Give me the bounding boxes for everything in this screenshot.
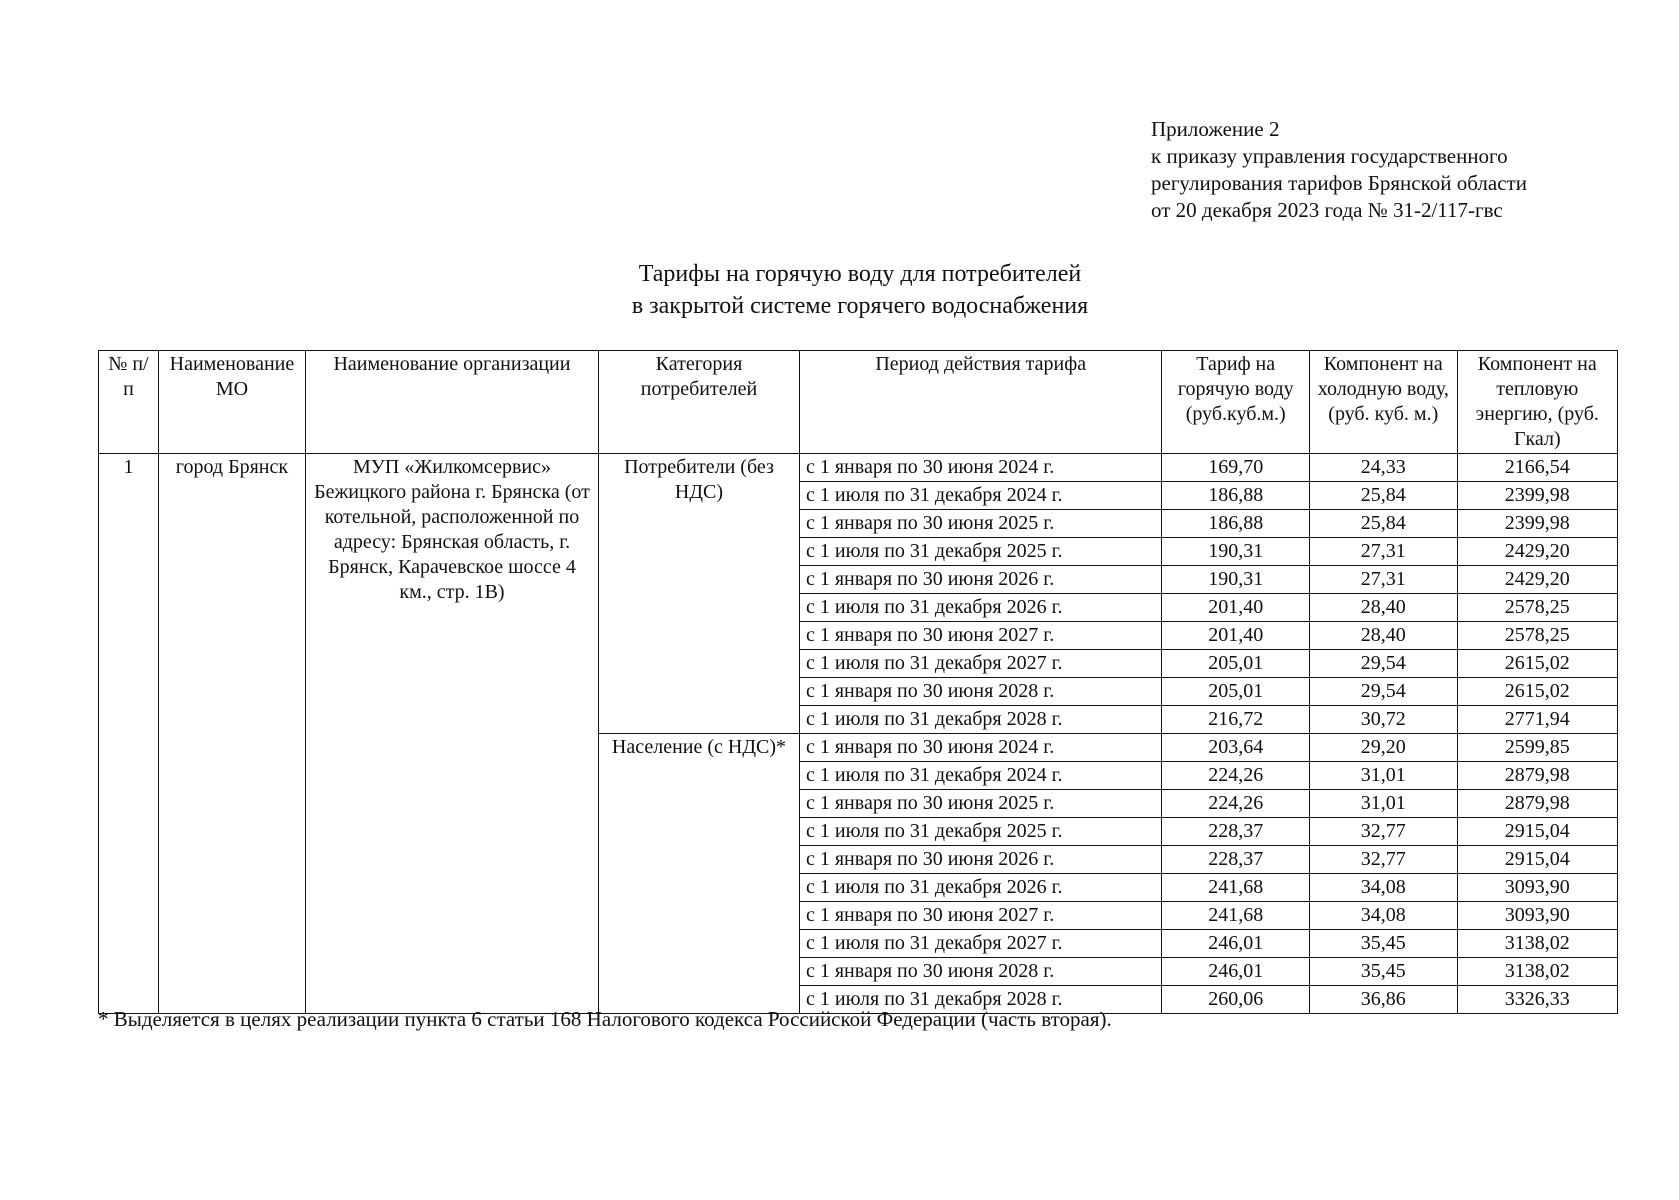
cell-category: Потребители (без НДС) — [598, 454, 799, 734]
cell-period: с 1 января по 30 июня 2028 г. — [799, 958, 1161, 986]
cell-tariff: 201,40 — [1162, 594, 1310, 622]
cell-tariff: 201,40 — [1162, 622, 1310, 650]
cell-cold: 29,54 — [1310, 678, 1458, 706]
cell-heat: 2578,25 — [1457, 594, 1617, 622]
cell-period: с 1 июля по 31 декабря 2027 г. — [799, 650, 1161, 678]
cell-heat: 2879,98 — [1457, 762, 1617, 790]
cell-period: с 1 января по 30 июня 2027 г. — [799, 622, 1161, 650]
cell-mo: город Брянск — [158, 454, 305, 1014]
title-line: в закрытой системе горячего водоснабжения — [631, 293, 1089, 319]
cell-heat: 3093,90 — [1457, 902, 1617, 930]
cell-tariff: 241,68 — [1162, 874, 1310, 902]
cell-heat: 2399,98 — [1457, 510, 1617, 538]
column-header-num: № п/п — [99, 351, 159, 454]
cell-cold: 25,84 — [1310, 482, 1458, 510]
cell-tariff: 205,01 — [1162, 650, 1310, 678]
cell-cold: 28,40 — [1310, 594, 1458, 622]
cell-period: с 1 января по 30 июня 2026 г. — [799, 566, 1161, 594]
cell-tariff: 246,01 — [1162, 930, 1310, 958]
cell-cold: 25,84 — [1310, 510, 1458, 538]
cell-cold: 27,31 — [1310, 538, 1458, 566]
cell-tariff: 228,37 — [1162, 818, 1310, 846]
cell-tariff: 190,31 — [1162, 538, 1310, 566]
cell-heat: 3138,02 — [1457, 930, 1617, 958]
cell-period: с 1 января по 30 июня 2025 г. — [799, 790, 1161, 818]
cell-category: Население (с НДС)* — [598, 734, 799, 1014]
cell-cold: 31,01 — [1310, 790, 1458, 818]
cell-cold: 29,20 — [1310, 734, 1458, 762]
table-row — [99, 454, 1618, 482]
cell-tariff: 260,06 — [1162, 986, 1310, 1014]
cell-period: с 1 июля по 31 декабря 2024 г. — [799, 482, 1161, 510]
cell-period: с 1 июля по 31 декабря 2025 г. — [799, 818, 1161, 846]
appendix-line: Приложение 2 — [1151, 117, 1280, 141]
column-header-tariff: Тариф на горячую воду (руб.куб.м.) — [1162, 351, 1310, 454]
cell-period: с 1 июля по 31 декабря 2026 г. — [799, 874, 1161, 902]
appendix-block — [1151, 116, 1527, 224]
cell-period: с 1 января по 30 июня 2027 г. — [799, 902, 1161, 930]
cell-cold: 29,54 — [1310, 650, 1458, 678]
cell-heat: 2399,98 — [1457, 482, 1617, 510]
column-header-heat: Компонент на тепловую энергию, (руб. Гкал) — [1457, 351, 1617, 454]
cell-cold: 35,45 — [1310, 958, 1458, 986]
cell-heat: 3326,33 — [1457, 986, 1617, 1014]
column-header-cold: Компонент на холодную воду, (руб. куб. м.) — [1310, 351, 1458, 454]
cell-period: с 1 июля по 31 декабря 2024 г. — [799, 762, 1161, 790]
cell-period: с 1 июля по 31 декабря 2028 г. — [799, 986, 1161, 1014]
cell-cold: 36,86 — [1310, 986, 1458, 1014]
cell-heat: 2578,25 — [1457, 622, 1617, 650]
cell-tariff: 228,37 — [1162, 846, 1310, 874]
cell-cold: 32,77 — [1310, 818, 1458, 846]
cell-heat: 2615,02 — [1457, 678, 1617, 706]
cell-tariff: 224,26 — [1162, 790, 1310, 818]
cell-heat: 2915,04 — [1457, 846, 1617, 874]
cell-tariff: 190,31 — [1162, 566, 1310, 594]
column-header-category: Категория потребителей — [598, 351, 799, 454]
cell-period: с 1 января по 30 июня 2028 г. — [799, 678, 1161, 706]
cell-period: с 1 июля по 31 декабря 2028 г. — [799, 706, 1161, 734]
cell-heat: 3093,90 — [1457, 874, 1617, 902]
cell-heat: 2599,85 — [1457, 734, 1617, 762]
cell-tariff: 203,64 — [1162, 734, 1310, 762]
cell-cold: 34,08 — [1310, 902, 1458, 930]
table-header — [99, 351, 1618, 454]
header-row — [99, 351, 1618, 454]
cell-cold: 24,33 — [1310, 454, 1458, 482]
cell-heat: 2771,94 — [1457, 706, 1617, 734]
cell-tariff: 241,68 — [1162, 902, 1310, 930]
title-line: Тарифы на горячую воду для потребителей — [638, 261, 1082, 287]
cell-tariff: 205,01 — [1162, 678, 1310, 706]
cell-heat: 2915,04 — [1457, 818, 1617, 846]
appendix-line: от 20 декабря 2023 года № 31-2/117-гвс — [1151, 198, 1503, 222]
tariff-table — [98, 350, 1618, 1014]
column-header-mo: Наименование МО — [158, 351, 305, 454]
cell-period: с 1 января по 30 июня 2024 г. — [799, 454, 1161, 482]
cell-tariff: 186,88 — [1162, 482, 1310, 510]
column-header-org: Наименование организации — [306, 351, 599, 454]
cell-cold: 30,72 — [1310, 706, 1458, 734]
cell-period: с 1 января по 30 июня 2025 г. — [799, 510, 1161, 538]
cell-tariff: 216,72 — [1162, 706, 1310, 734]
cell-period: с 1 января по 30 июня 2026 г. — [799, 846, 1161, 874]
table-body — [99, 454, 1618, 1014]
document-title — [0, 258, 1679, 322]
cell-tariff: 224,26 — [1162, 762, 1310, 790]
cell-heat: 2429,20 — [1457, 566, 1617, 594]
cell-heat: 2166,54 — [1457, 454, 1617, 482]
cell-heat: 2615,02 — [1457, 650, 1617, 678]
cell-period: с 1 января по 30 июня 2024 г. — [799, 734, 1161, 762]
cell-cold: 34,08 — [1310, 874, 1458, 902]
cell-period: с 1 июля по 31 декабря 2026 г. — [799, 594, 1161, 622]
cell-cold: 31,01 — [1310, 762, 1458, 790]
cell-tariff: 246,01 — [1162, 958, 1310, 986]
cell-org: МУП «Жилкомсервис» Бежицкого района г. Брянска (от котельной, расположенной по адресу: Брянская область, г. Брянск, Карачевское шоссе 4 км., стр. 1В) — [306, 454, 599, 1014]
column-header-period: Период действия тарифа — [799, 351, 1161, 454]
cell-cold: 27,31 — [1310, 566, 1458, 594]
appendix-line: регулирования тарифов Брянской области — [1151, 171, 1527, 195]
cell-tariff: 186,88 — [1162, 510, 1310, 538]
appendix-line: к приказу управления государственного — [1151, 144, 1508, 168]
cell-heat: 2429,20 — [1457, 538, 1617, 566]
cell-cold: 32,77 — [1310, 846, 1458, 874]
cell-num: 1 — [99, 454, 159, 1014]
cell-heat: 3138,02 — [1457, 958, 1617, 986]
cell-cold: 35,45 — [1310, 930, 1458, 958]
cell-cold: 28,40 — [1310, 622, 1458, 650]
cell-period: с 1 июля по 31 декабря 2025 г. — [799, 538, 1161, 566]
cell-heat: 2879,98 — [1457, 790, 1617, 818]
cell-period: с 1 июля по 31 декабря 2027 г. — [799, 930, 1161, 958]
cell-tariff: 169,70 — [1162, 454, 1310, 482]
footnote: * Выделяется в целях реализации пункта 6 статьи 168 Налогового кодекса Российской Федерации (часть вторая). — [98, 1007, 1112, 1031]
